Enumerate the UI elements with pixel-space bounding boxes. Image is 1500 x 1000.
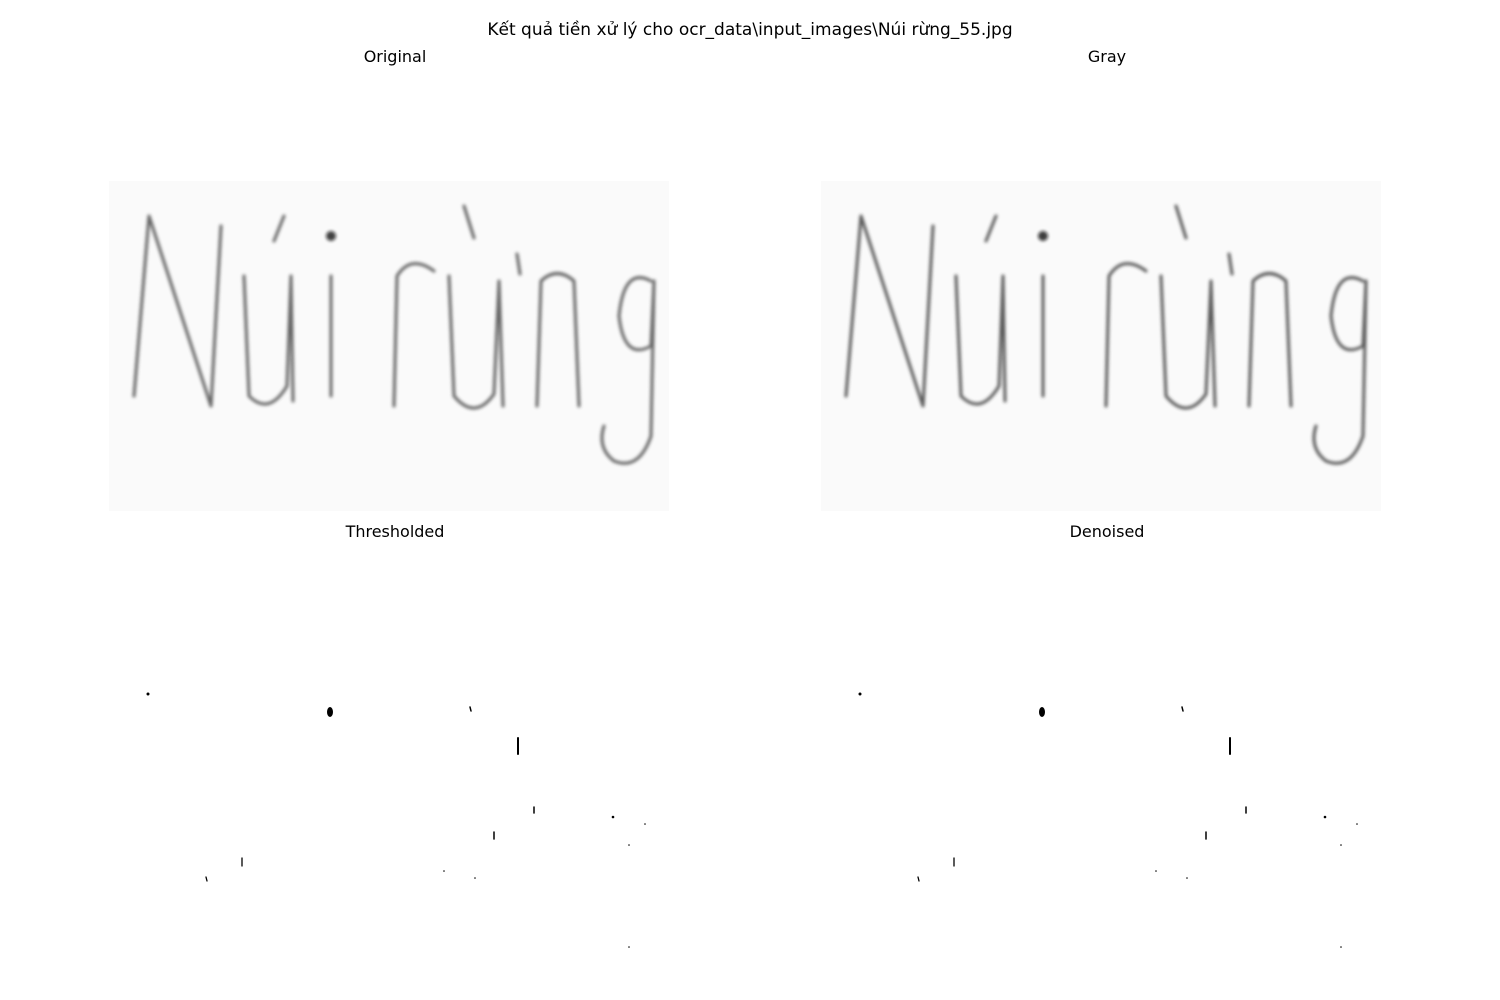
- thresholded-panel: [39, 522, 751, 991]
- thresholded-panel-title: Thresholded: [345, 522, 445, 541]
- gray-panel: [751, 47, 1463, 516]
- denoised-image: [751, 551, 1463, 991]
- gray-handwriting-image: [751, 76, 1463, 516]
- thresholded-image: [39, 551, 751, 991]
- binary-specks: [859, 693, 1358, 948]
- binary-specks: [147, 693, 646, 948]
- denoised-panel: [751, 522, 1463, 991]
- denoised-panel-title: Denoised: [1069, 522, 1145, 541]
- original-panel-title: Original: [363, 47, 427, 66]
- original-handwriting-image: [39, 76, 751, 516]
- gray-panel-title: Gray: [1087, 47, 1127, 66]
- original-panel: [39, 47, 751, 516]
- figure-title: Kết quả tiền xử lý cho ocr_data\input_images\Núi rừng_55.jpg: [487, 20, 1013, 40]
